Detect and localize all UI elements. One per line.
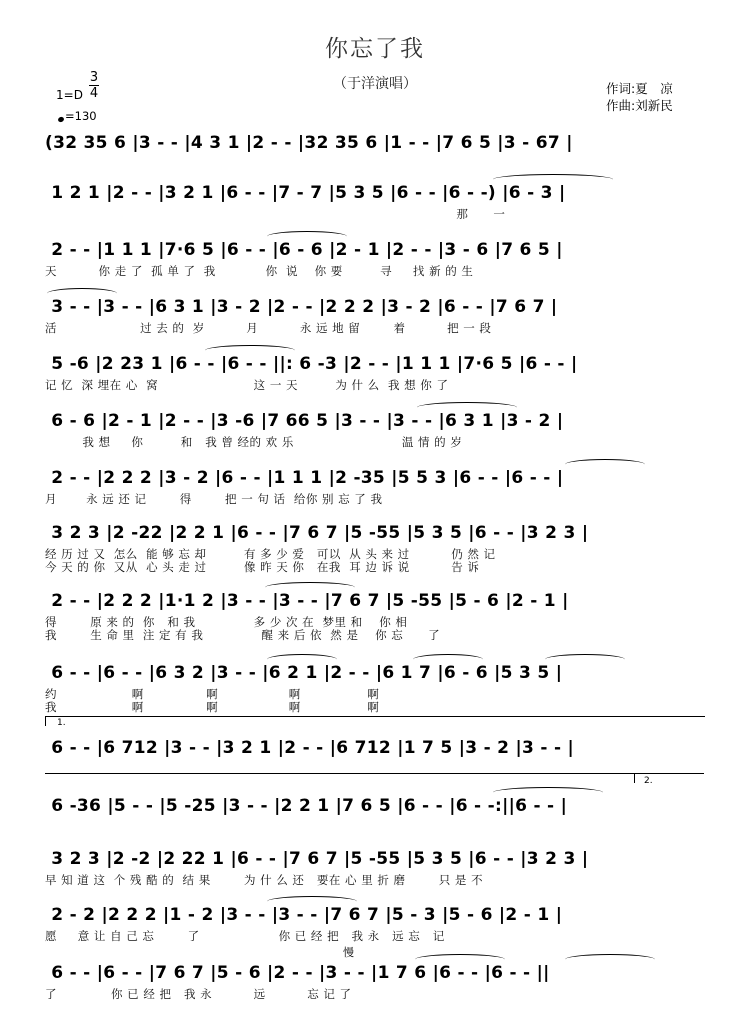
key-signature: 1=D (56, 88, 83, 102)
notation-line: 2 - 2 |2 2 2 |1 - 2 |3 - - |3 - - |7 6 7 |5 - 3 |5 - 6 |2 - 1 | (45, 905, 563, 925)
lyric-line-verse-1: 约 啊 啊 啊 啊 (45, 687, 380, 701)
tempo-value: =130 (65, 109, 97, 123)
notation-line: 2 - - |2 2 2 |1·1 2 |3 - - |3 - - |7 6 7 |5 -55 |5 - 6 |2 - 1 | (45, 591, 569, 611)
slur-mark (417, 402, 517, 413)
volta-1-label: 1. (57, 718, 66, 728)
lyric-line: 早 知 道 这 个 残 酷 的 结 果 为 什 么 还 要在 心 里 折 磨 只 是 不 (45, 873, 484, 887)
notation-line: 6 -36 |5 - - |5 -25 |3 - - |2 2 1 |7 6 5 |6 - - |6 - -:||6 - - | (45, 796, 568, 816)
volta-1-bracket (45, 716, 705, 717)
time-signature-bottom: 4 (89, 86, 99, 101)
composer-credit: 作曲:刘新民 (606, 98, 673, 113)
notation-line: 5 -6 |2 23 1 |6 - - |6 - - ||: 6 -3 |2 - - |1 1 1 |7·6 5 |6 - - | (45, 354, 578, 374)
quarter-note-icon (57, 116, 64, 123)
slur-mark (47, 288, 117, 299)
tempo-marking (58, 109, 97, 123)
time-signature-top: 3 (89, 70, 99, 85)
tempo-cue: 慢 (343, 946, 354, 959)
volta-2-hook (634, 773, 635, 783)
lyric-line: 天 你 走 了 孤 单 了 我 你 说 你 要 寻 找 新 的 生 (45, 264, 474, 278)
lyric-line-verse-1: 经 历 过 又 怎么 能 够 忘 却 有 多 少 爱 可以 从 头 来 过 仍 然 记 (45, 547, 496, 561)
notation-line: 3 2 3 |2 -2 |2 22 1 |6 - - |7 6 7 |5 -55 |5 3 5 |6 - - |3 2 3 | (45, 849, 589, 869)
volta-1-bracket-end (45, 773, 635, 774)
lyric-line: 我 想 你 和 我 曾 经的 欢 乐 温 情 的 岁 (45, 435, 463, 449)
performer-subtitle: （于洋演唱） (333, 76, 417, 92)
notation-line: 1 2 1 |2 - - |3 2 1 |6 - - |7 - 7 |5 3 5 |6 - - |6 - -) |6 - 3 | (45, 183, 566, 203)
lyric-line-verse-1: 得 原 来 的 你 和 我 多 少 次 在 梦里 和 你 相 (45, 615, 408, 629)
slur-mark (545, 654, 625, 665)
notation-line: 6 - - |6 - - |6 3 2 |3 - - |6 2 1 |2 - - |6 1 7 |6 - 6 |5 3 5 | (45, 663, 563, 683)
slur-mark (265, 582, 355, 593)
notation-line: 6 - 6 |2 - 1 |2 - - |3 -6 |7 66 5 |3 - - |3 - - |6 3 1 |3 - 2 | (45, 411, 564, 431)
notation-line: 3 - - |3 - - |6 3 1 |3 - 2 |2 - - |2 2 2 |3 - 2 |6 - - |7 6 7 | (45, 297, 558, 317)
time-signature (88, 70, 100, 101)
slur-mark (415, 954, 505, 965)
notation-line: (32 35 6 |3 - - |4 3 1 |2 - - |32 35 6 |1 - - |7 6 5 |3 - 67 | (45, 133, 573, 153)
slur-mark (413, 654, 483, 665)
notation-line: 6 - - |6 712 |3 - - |3 2 1 |2 - - |6 712 |1 7 5 |3 - 2 |3 - - | (45, 738, 575, 758)
volta-2-label: 2. (644, 776, 653, 786)
notation-line: 2 - - |2 2 2 |3 - 2 |6 - - |1 1 1 |2 -35 |5 5 3 |6 - - |6 - - | (45, 468, 564, 488)
lyric-line-verse-2: 今 天 的 你 又从 心 头 走 过 像 昨 天 你 在我 耳 边 诉 说 告 诉 (45, 560, 480, 574)
lyric-line: 活 过 去 的 岁 月 永 远 地 留 着 把 一 段 (45, 321, 492, 335)
volta-1-hook (45, 716, 46, 726)
slur-mark (267, 231, 347, 242)
lyric-line: 了 你 已 经 把 我 永 远 忘 记 了 (45, 987, 352, 1001)
lyric-line: 月 永 远 还 记 得 把 一 句 话 给你 别 忘 了 我 (45, 492, 383, 506)
slur-mark (267, 654, 337, 665)
lyric-line: 愿 意 让 自 己 忘 了 你 已 经 把 我 永 远 忘 记 (45, 929, 445, 943)
volta-2-bracket (634, 773, 704, 774)
notation-line: 2 - - |1 1 1 |7·6 5 |6 - - |6 - 6 |2 - 1 |2 - - |3 - 6 |7 6 5 | (45, 240, 563, 260)
slur-mark (267, 896, 357, 907)
slur-mark (565, 459, 645, 470)
lyric-line: 那 一 (45, 207, 506, 221)
notation-line: 3 2 3 |2 -22 |2 2 1 |6 - - |7 6 7 |5 -55 |5 3 5 |6 - - |3 2 3 | (45, 523, 589, 543)
slur-mark (493, 174, 613, 185)
lyric-line-verse-2: 我 啊 啊 啊 啊 (45, 700, 380, 714)
lyricist-credit: 作词:夏 凉 (606, 81, 673, 96)
slur-mark (565, 954, 655, 965)
lyric-line: 记 忆 深 埋在 心 窝 这 一 天 为 什 么 我 想 你 了 (45, 378, 449, 392)
slur-mark (493, 787, 603, 798)
song-title: 你忘了我 (325, 36, 425, 62)
notation-line: 6 - - |6 - - |7 6 7 |5 - 6 |2 - - |3 - - |1 7 6 |6 - - |6 - - || (45, 963, 550, 983)
slur-mark (205, 345, 295, 356)
lyric-line-verse-2: 我 生 命 里 注 定 有 我 醒 来 后 依 然 是 你 忘 了 (45, 628, 441, 642)
